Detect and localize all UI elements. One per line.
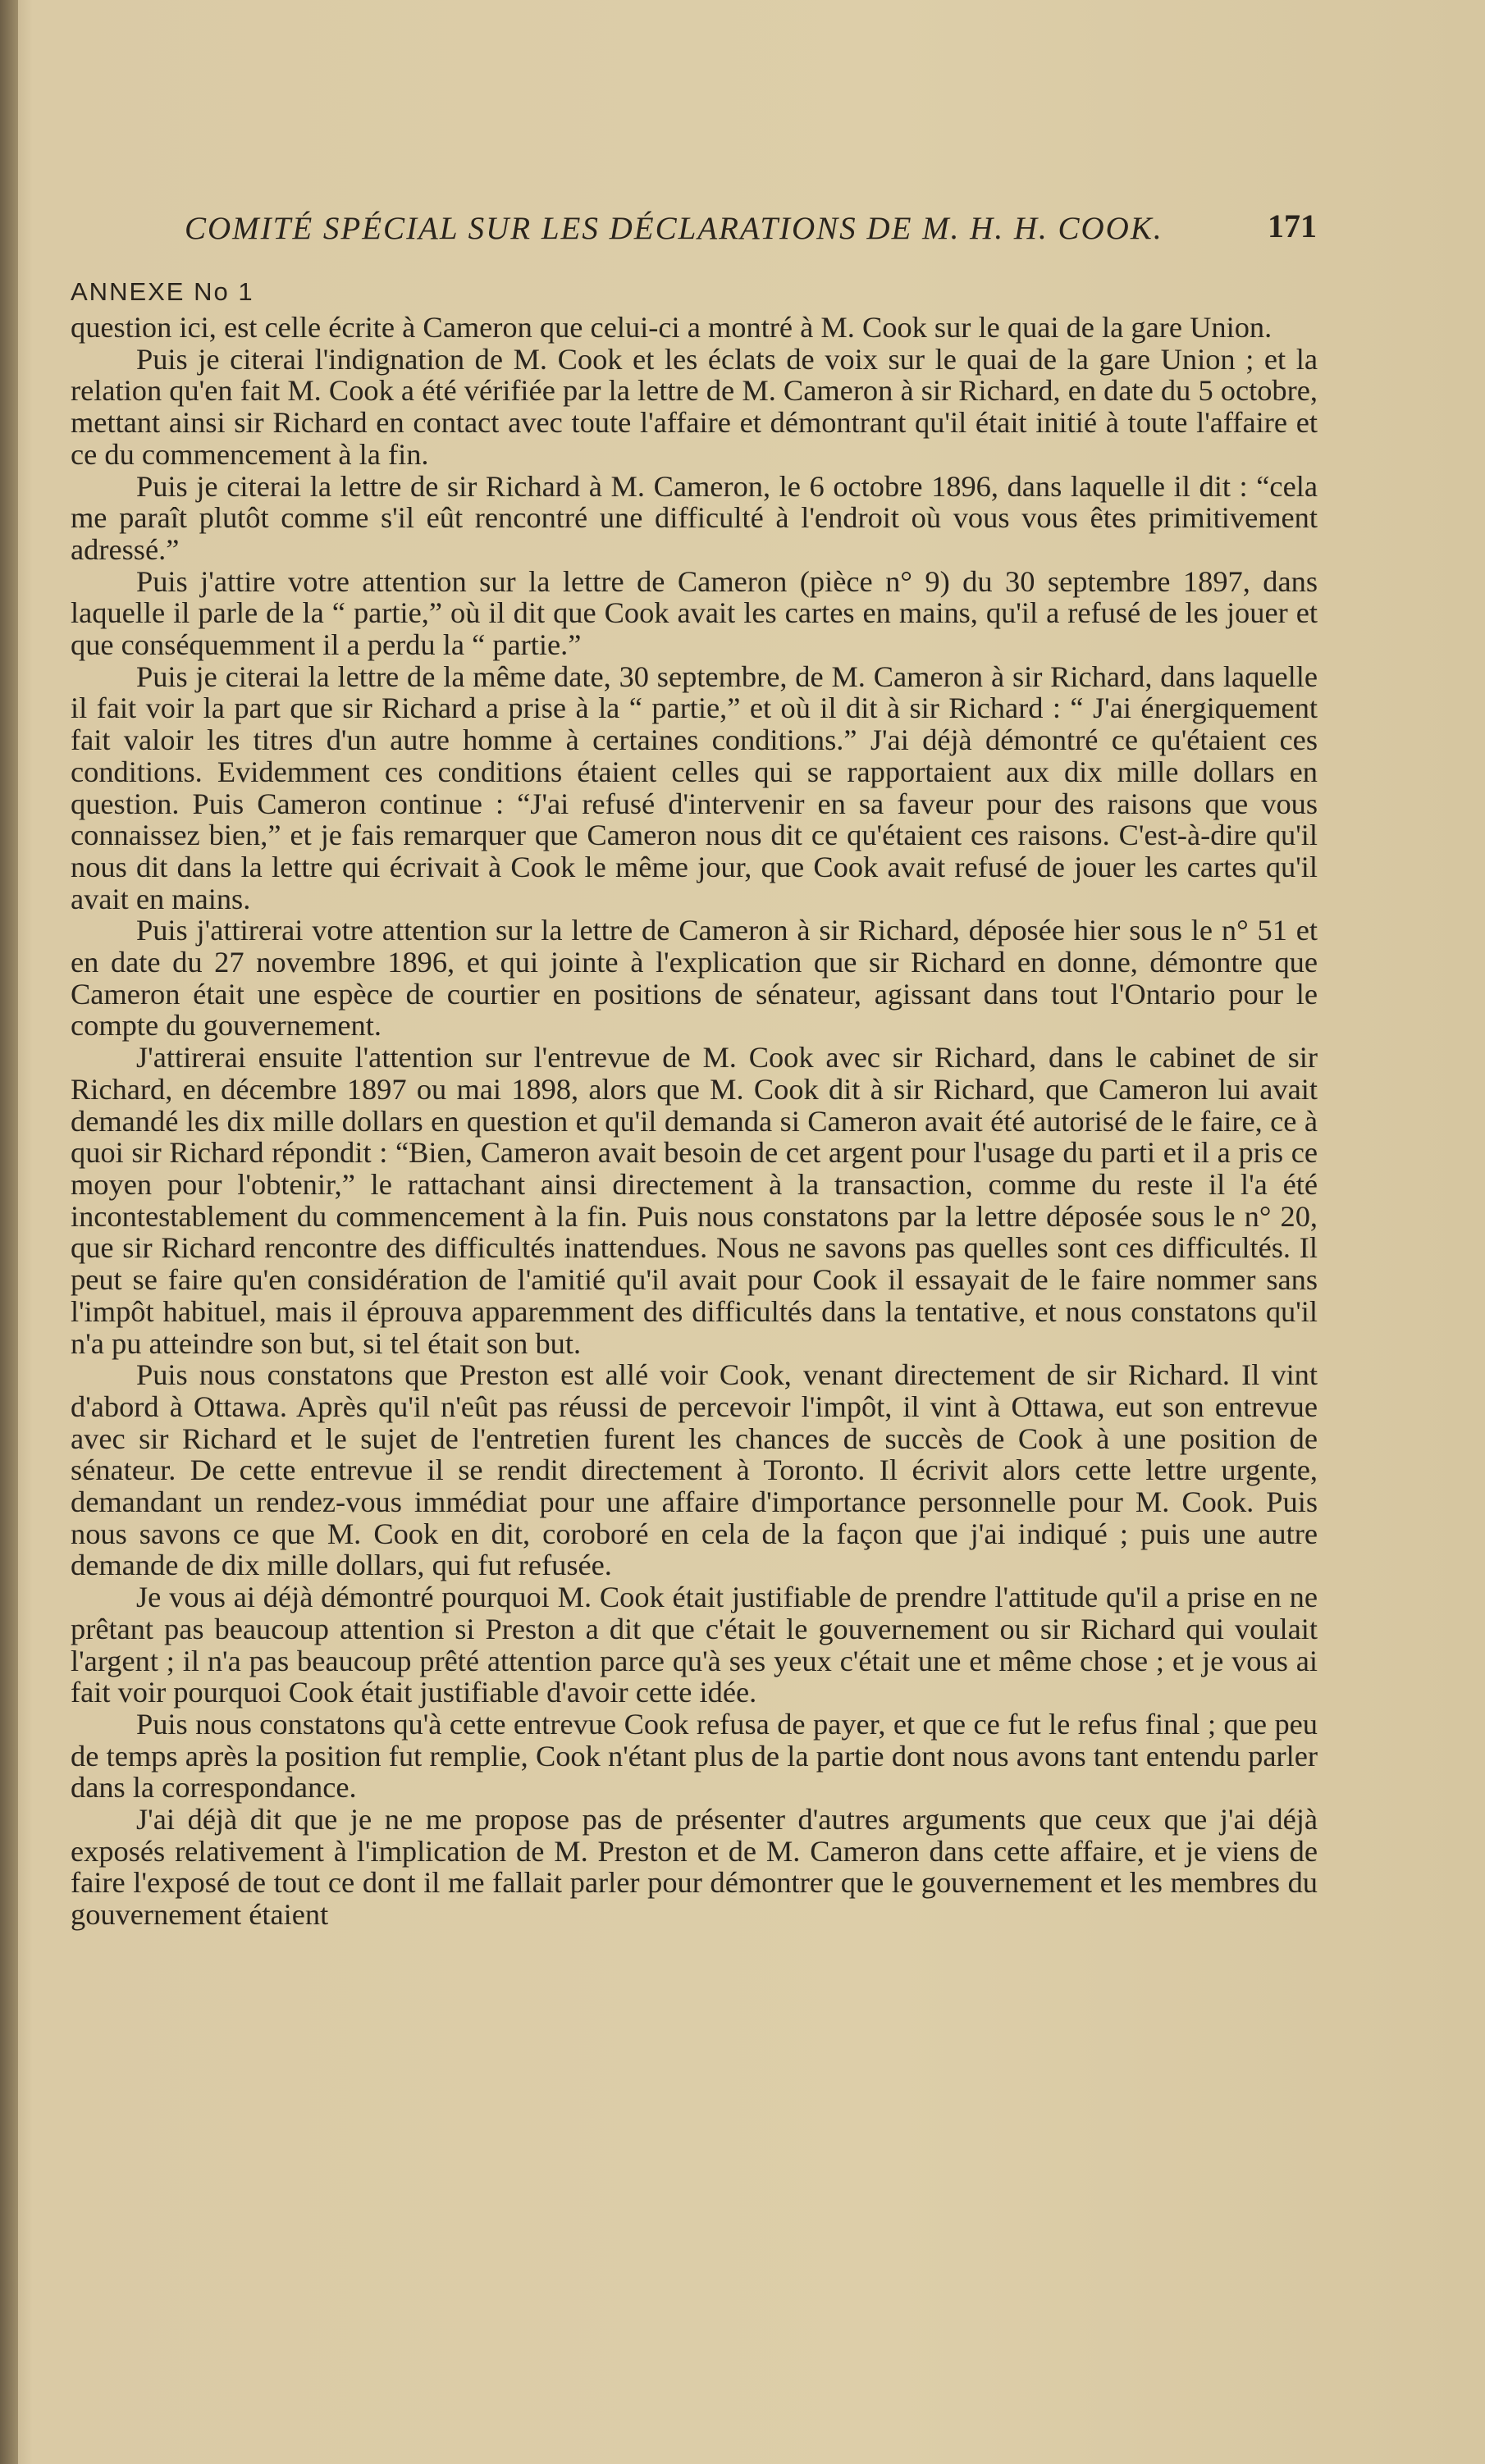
paragraph: Je vous ai déjà démontré pourquoi M. Cook était justifiable de prendre l'attitude qu'il a prise en ne prêtant pas beaucoup attention si Preston a dit que c'était le gouvernement ou sir Richard qui voulait l'argent ; il n'a pas beaucoup prêté attention parce qu'à ses yeux c'était une et même chose ; et je vous ai fait voir pourquoi Cook était justifiable d'avoir cette idée. — [71, 1581, 1318, 1709]
paragraph: Puis j'attire votre attention sur la lettre de Cameron (pièce n° 9) du 30 septembre 1897, dans laquelle il parle de la “ partie,” où il dit que Cook avait les cartes en mains, qu'il a refusé de les jouer et que conséquemment il a perdu la “ partie.” — [71, 564, 1318, 662]
page-number: 171 — [1268, 208, 1317, 244]
paragraph: Puis je citerai l'indignation de M. Cook et les éclats de voix sur le quai de la gare Union ; et la relation qu'en fait M. Cook a été vérifiée par la lettre de M. Cameron à sir Richard, en date du 5 octobre, mettant ainsi sir Richard en contact avec toute l'affaire et démontrant qu'il était initié à toute l'affaire et ce du commencement à la fin. — [71, 342, 1318, 471]
body-text — [71, 312, 1318, 1931]
paragraph: J'ai déjà dit que je ne me propose pas de présenter d'autres arguments que ceux que j'ai déjà exposés relativement à l'implication de M. Preston et de M. Cameron dans cette affaire, et je viens de faire l'exposé de tout ce dont il me fallait parler pour démontrer que le gouvernement et les membres du gouvernement étaient — [71, 1803, 1318, 1932]
paragraph: Puis j'attirerai votre attention sur la lettre de Cameron à sir Richard, déposée hier sous le n° 51 et en date du 27 novembre 1896, et qui jointe à l'explication que sir Richard en donne, démontre que Cameron était une espèce de courtier en positions de sénateur, agissant dans tout l'Ontario pour le compte du gouvernement. — [71, 914, 1318, 1043]
paragraph: Puis nous constatons qu'à cette entrevue Cook refusa de payer, et que ce fut le refus final ; que peu de temps après la position fut remplie, Cook n'étant plus de la partie dont nous avons tant entendu parler dans la correspondance. — [71, 1707, 1318, 1805]
running-head: COMITÉ SPÉCIAL SUR LES DÉCLARATIONS DE M. H. H. COOK. — [185, 211, 1163, 246]
paragraph: Puis nous constatons que Preston est allé voir Cook, venant directement de sir Richard. Il vint d'abord à Ottawa. Après qu'il n'eût pas réussi de percevoir l'impôt, il vint à Ottawa, eut son entrevue avec sir Richard et le sujet de l'entretien furent les chances de succès de Cook à une position de sénateur. De cette entrevue il se rendit directement à Toronto. Il écrivit alors cette lettre urgente, demandant un rendez-vous immédiat pour une affaire d'importance personnelle pour M. Cook. Puis nous savons ce que M. Cook en dit, coroboré en cela de la façon que j'ai indiqué ; puis une autre demande de dix mille dollars, qui fut refusée. — [71, 1358, 1318, 1582]
binding-edge — [0, 0, 18, 2464]
paragraph: J'attirerai ensuite l'attention sur l'entrevue de M. Cook avec sir Richard, dans le cabinet de sir Richard, en décembre 1897 ou mai 1898, alors que M. Cook dit à sir Richard, que Cameron lui avait demandé les dix mille dollars en question et qu'il demanda si Cameron avait été autorisé de le faire, ce à quoi sir Richard répondit : “Bien, Cameron avait besoin de cet argent pour l'usage du parti et il a pris ce moyen pour l'obtenir,” le rattachant ainsi directement à la transaction, comme du reste il l'a été incontestablement du commencement à la fin. Puis nous constatons par la lettre déposée sous le n° 20, que sir Richard rencontre des difficultés inattendues. Nous ne savons pas quelles sont ces difficultés. Il peut se faire qu'en considération de l'amitié qu'il avait pour Cook il essayait de le faire nommer sans l'impôt habituel, mais il éprouva apparemment des difficultés dans la tentative, et nous constatons qu'il n'a pu atteindre son but, si tel était son but. — [71, 1041, 1318, 1360]
page-header — [185, 203, 1317, 253]
paragraph: question ici, est celle écrite à Cameron que celui-ci a montré à M. Cook sur le quai de la gare Union. — [71, 311, 1273, 344]
paragraph: Puis je citerai la lettre de la même date, 30 septembre, de M. Cameron à sir Richard, dans laquelle il fait voir la part que sir Richard a prise à la “ partie,” et où il dit à sir Richard : “ J'ai énergiquement fait valoir les titres d'un autre homme à certaines conditions.” J'ai déjà démontré ce qu'étaient ces conditions. Evidemment ces conditions étaient celles qui se rapportaient aux dix mille dollars en question. Puis Cameron continue : “J'ai refusé d'intervenir en sa faveur pour des raisons que vous connaissez bien,” et je fais remarquer que Cameron nous dit ce qu'étaient ces raisons. C'est-à-dire qu'il nous dit dans la lettre qui écrivait à Cook le même jour, que Cook avait refusé de jouer les cartes qu'il avait en mains. — [71, 659, 1318, 915]
paragraph: Puis je citerai la lettre de sir Richard à M. Cameron, le 6 octobre 1896, dans laquelle il dit : “cela me paraît plutôt comme s'il eût rencontré une difficulté à l'endroit où vous vous êtes primitivement adressé.” — [71, 469, 1318, 566]
annex-label: ANNEXE No 1 — [71, 277, 254, 306]
